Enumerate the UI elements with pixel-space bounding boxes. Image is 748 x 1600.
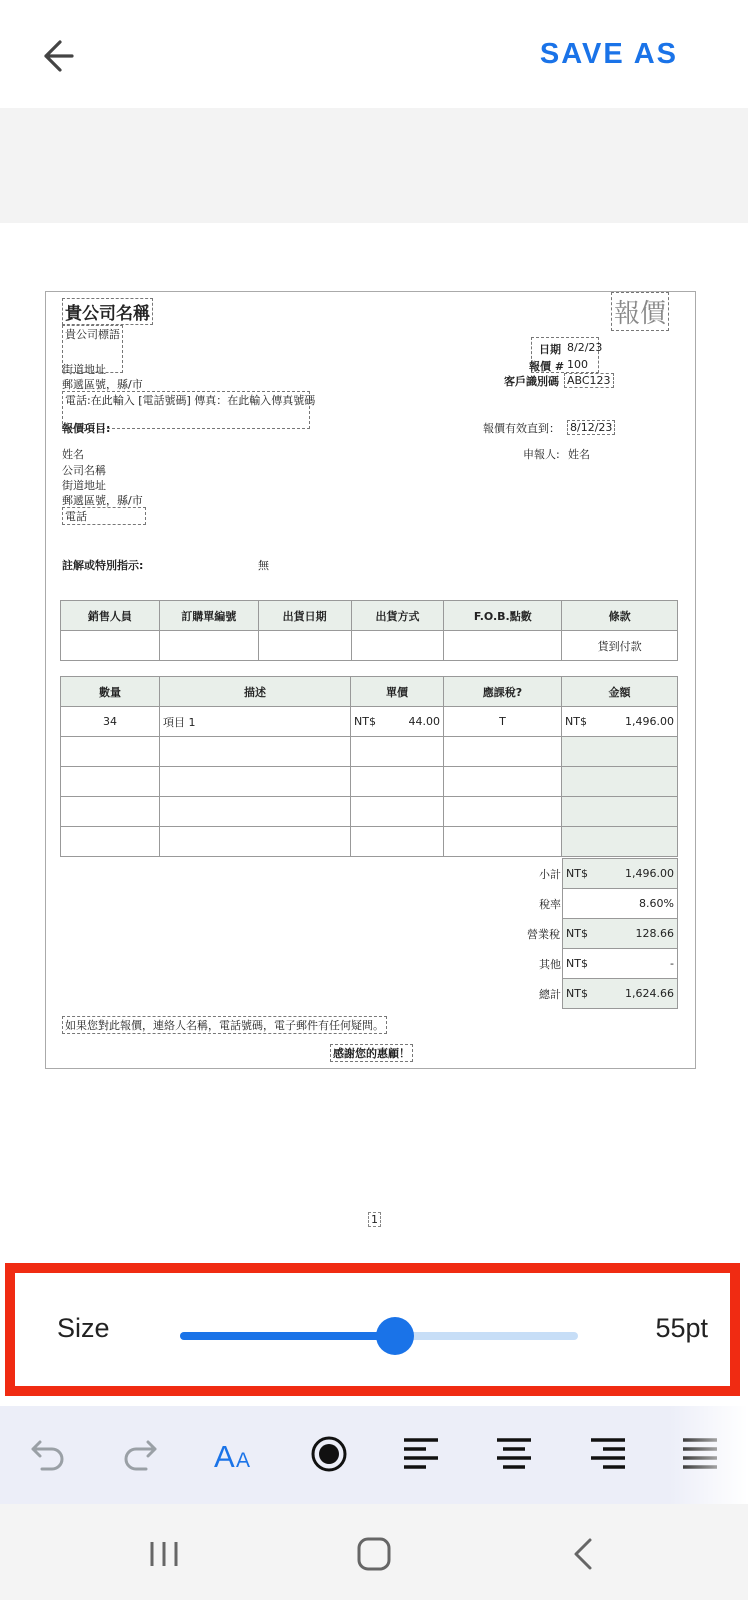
- date-value[interactable]: 8/2/23: [567, 341, 603, 354]
- format-toolbar: [0, 1406, 748, 1504]
- item-header: 應課稅?: [444, 677, 562, 707]
- system-nav-bar: [0, 1504, 748, 1600]
- zip-city[interactable]: 郵遞區號，縣/市: [62, 378, 143, 391]
- info-cell[interactable]: [351, 631, 444, 661]
- info-cell[interactable]: 貨到付款: [562, 631, 678, 661]
- size-value: 55pt: [655, 1313, 708, 1343]
- info-header: 出貨日期: [258, 601, 351, 631]
- currency: NT$: [566, 867, 588, 880]
- item-header: 金額: [562, 677, 678, 707]
- qty-cell[interactable]: 34: [61, 707, 160, 737]
- table-row: [61, 707, 678, 737]
- company-name[interactable]: 貴公司名稱: [62, 298, 153, 325]
- info-cell[interactable]: [159, 631, 258, 661]
- notes-value[interactable]: 無: [258, 559, 269, 572]
- quote-to-label: 報價項目:: [62, 422, 111, 435]
- info-cell[interactable]: [444, 631, 562, 661]
- item-header: 描述: [160, 677, 351, 707]
- line-items-table: [60, 676, 678, 857]
- amount-cell[interactable]: [562, 707, 678, 737]
- info-cell[interactable]: [258, 631, 351, 661]
- sales-tax-label: 營業稅: [527, 928, 560, 941]
- street-address[interactable]: 街道地址: [62, 363, 106, 376]
- recipient-company[interactable]: 公司名稱: [62, 464, 106, 477]
- unit-price: 44.00: [408, 715, 440, 728]
- align-left-icon[interactable]: [397, 1430, 445, 1478]
- customer-id-label: 客戶識別碼: [504, 375, 559, 388]
- total-value[interactable]: 1,624.66: [625, 987, 674, 1000]
- recipient-zip-city[interactable]: 郵遞區號，縣/市: [62, 494, 143, 507]
- other-label: 其他: [539, 958, 561, 971]
- currency: NT$: [565, 715, 587, 728]
- other-value[interactable]: -: [670, 957, 674, 970]
- quote-title[interactable]: 報價: [611, 292, 669, 331]
- subtotal-value[interactable]: 1,496.00: [625, 867, 674, 880]
- item-header: 單價: [351, 677, 444, 707]
- table-row: [61, 767, 678, 797]
- notes-label: 註解或特別指示:: [62, 559, 144, 572]
- phone-fax-line[interactable]: 電話:在此輸入 [電話號碼] 傳真：在此輸入傳真號碼: [62, 391, 310, 429]
- quote-number-value[interactable]: 100: [567, 358, 588, 371]
- description-cell[interactable]: 項目 1: [160, 707, 351, 737]
- info-header: 銷售人員: [61, 601, 160, 631]
- thank-you-note[interactable]: 感謝您的惠顧！: [330, 1044, 413, 1062]
- canvas-background: [0, 108, 748, 223]
- font-size-icon[interactable]: [210, 1430, 258, 1478]
- toolbar-fade: [668, 1406, 748, 1504]
- page-number: 1: [368, 1212, 381, 1227]
- slider-thumb[interactable]: [376, 1317, 414, 1355]
- undo-icon[interactable]: [24, 1430, 72, 1478]
- taxable-cell[interactable]: T: [444, 707, 562, 737]
- top-app-bar: [0, 0, 748, 108]
- info-header: 條款: [562, 601, 678, 631]
- info-header: F.O.B.點數: [444, 601, 562, 631]
- item-header: 數量: [61, 677, 160, 707]
- table-row: [61, 737, 678, 767]
- currency: NT$: [566, 927, 588, 940]
- align-center-icon[interactable]: [490, 1430, 538, 1478]
- redo-icon[interactable]: [116, 1430, 164, 1478]
- recipient-name[interactable]: 姓名: [62, 448, 84, 461]
- tax-rate-label: 稅率: [539, 898, 561, 911]
- date-label: 日期: [539, 343, 561, 356]
- quote-number-label: 報價 #: [529, 360, 565, 373]
- color-picker-icon[interactable]: [305, 1430, 353, 1478]
- info-cell[interactable]: [61, 631, 160, 661]
- applicant-label: 申報人:: [523, 448, 560, 461]
- info-header: 訂購單編號: [159, 601, 258, 631]
- info-header: 出貨方式: [351, 601, 444, 631]
- save-as-button[interactable]: SAVE AS: [539, 38, 678, 70]
- nav-back-icon[interactable]: [562, 1532, 606, 1576]
- totals-table: [562, 858, 678, 1009]
- amount: 1,496.00: [625, 715, 674, 728]
- currency: NT$: [566, 987, 588, 1000]
- order-info-table: [60, 600, 678, 661]
- currency: NT$: [354, 715, 376, 728]
- valid-until-label: 報價有效直到：: [483, 422, 560, 435]
- document-page: [45, 291, 696, 1069]
- valid-until-value[interactable]: 8/12/23: [567, 420, 615, 435]
- unit-price-cell[interactable]: [351, 707, 444, 737]
- back-arrow-icon[interactable]: [34, 34, 78, 78]
- applicant-value[interactable]: 姓名: [568, 448, 590, 461]
- svg-text:A: A: [236, 1449, 251, 1472]
- table-row: [61, 797, 678, 827]
- home-icon[interactable]: [352, 1532, 396, 1576]
- customer-id-value[interactable]: ABC123: [564, 373, 614, 388]
- total-label: 總計: [539, 988, 561, 1001]
- tax-rate-value[interactable]: 8.60%: [563, 889, 678, 919]
- currency: NT$: [566, 957, 588, 970]
- size-label: Size: [57, 1313, 110, 1343]
- align-right-icon[interactable]: [584, 1430, 632, 1478]
- svg-text:A: A: [214, 1439, 235, 1474]
- slider-fill: [180, 1332, 395, 1340]
- footer-note[interactable]: 如果您對此報價，連絡人名稱，電話號碼，電子郵件有任何疑問。: [62, 1016, 387, 1034]
- recent-apps-icon[interactable]: [142, 1532, 186, 1576]
- recipient-phone[interactable]: 電話: [62, 507, 146, 525]
- subtotal-label: 小計: [539, 868, 561, 881]
- font-size-panel: [5, 1263, 740, 1396]
- recipient-street[interactable]: 街道地址: [62, 479, 106, 492]
- size-slider[interactable]: [180, 1332, 578, 1340]
- company-slogan[interactable]: 貴公司標語: [62, 325, 123, 373]
- sales-tax-value[interactable]: 128.66: [635, 927, 674, 940]
- table-row: [61, 827, 678, 857]
